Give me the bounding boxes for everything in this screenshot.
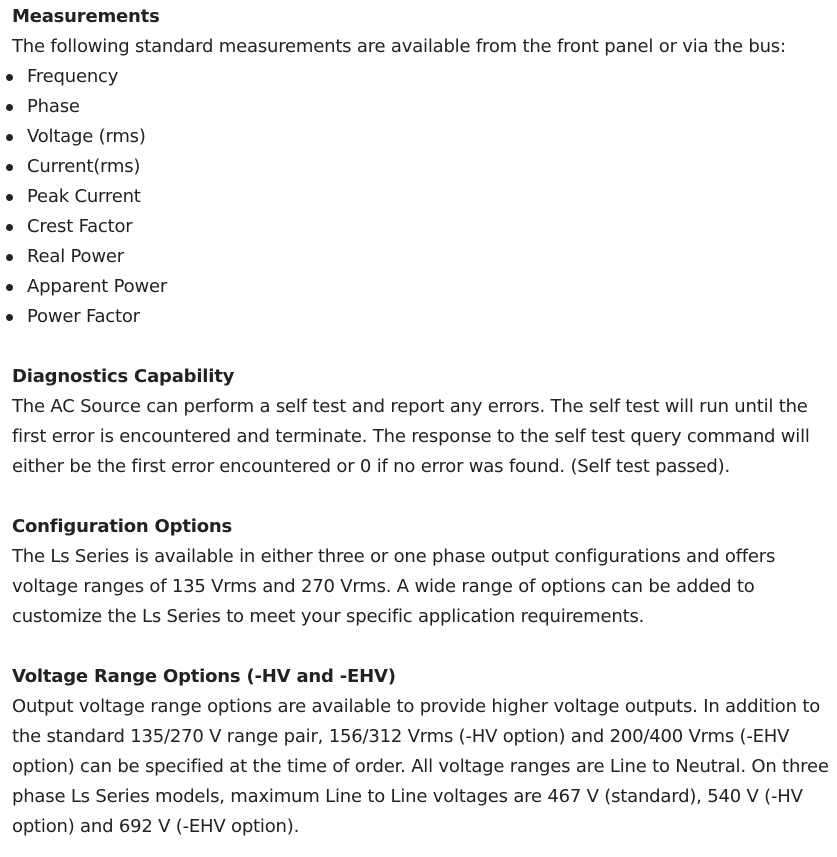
diagnostics-section <box>12 362 831 482</box>
list-item: Voltage (rms) <box>12 122 831 152</box>
bullet-icon <box>6 194 13 201</box>
diagnostics-body: The AC Source can perform a self test and report any errors. The self test will run until the first error is encountered and terminate. The response to the self test query command will either be the first error encountered or 0 if no error was found. (Self test passed). <box>12 396 810 477</box>
voltage-range-section <box>12 662 831 842</box>
list-item: Current(rms) <box>12 152 831 182</box>
bullet-icon <box>6 284 13 291</box>
bullet-icon <box>6 104 13 111</box>
diagnostics-heading: Diagnostics Capability <box>12 366 235 387</box>
voltage-range-body: Output voltage range options are available to provide higher voltage outputs. In addition to the standard 135/270 V range pair, 156/312 Vrms (-HV option) and 200/400 Vrms (-EHV option) can be specified at the time of order. All voltage ranges are Line to Neutral. On three phase Ls Series models, maximum Line to Line voltages are 467 V (standard), 540 V (-HV option) and 692 V (-EHV option). <box>12 696 829 837</box>
configuration-section <box>12 512 831 632</box>
list-item: Power Factor <box>12 302 831 332</box>
bullet-icon <box>6 254 13 261</box>
list-item: Frequency <box>12 62 831 92</box>
bullet-icon <box>6 74 13 81</box>
list-item: Crest Factor <box>12 212 831 242</box>
voltage-range-heading: Voltage Range Options (-HV and -EHV) <box>12 666 396 687</box>
list-item: Peak Current <box>12 182 831 212</box>
measurements-heading: Measurements <box>12 6 160 27</box>
configuration-heading: Configuration Options <box>12 516 232 537</box>
configuration-body: The Ls Series is available in either three or one phase output configurations and offers voltage ranges of 135 Vrms and 270 Vrms. A wide range of options can be added to customize the Ls Series to meet your specific application requirements. <box>12 546 776 627</box>
list-item: Phase <box>12 92 831 122</box>
bullet-icon <box>6 314 13 321</box>
list-item: Apparent Power <box>12 272 831 302</box>
list-item: Real Power <box>12 242 831 272</box>
bullet-icon <box>6 164 13 171</box>
measurements-section <box>12 2 831 332</box>
bullet-icon <box>6 134 13 141</box>
measurements-intro: The following standard measurements are available from the front panel or via the bus: <box>12 36 786 57</box>
bullet-icon <box>6 224 13 231</box>
measurements-list <box>12 62 831 332</box>
